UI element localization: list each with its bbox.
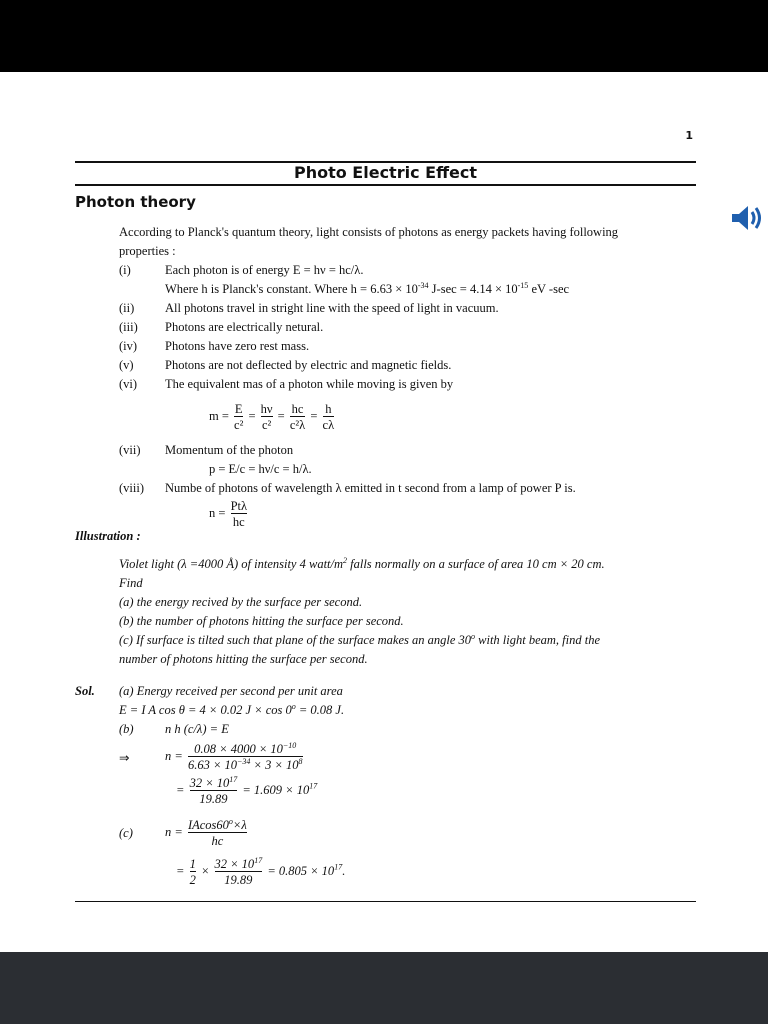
item-num: (v) [119,358,134,372]
question-line: (b) the number of photons hitting the surface per second. [119,614,404,628]
mass-equation: m = $\frac{E}{\text{c²}}$ = $\frac{h\nu}{\text{c²}}$ = $\frac{hc}{\text{c²λ}}$ = $\frac{h}{c\lambda}$ [209,402,335,432]
solution-c-label: (c) [119,826,133,840]
item-text: Photons have zero rest mass. [165,339,310,353]
item-num: (viii) [119,481,144,495]
item-num: (vi) [119,377,138,391]
item-text: Photons are electrically netural. [165,320,324,334]
photon-count-fraction: n = $\frac{0.08 \times 4000 \times 10^{-10}}{6.63 \times 10^{-34} \times 3 \times 10^8}$ [165,740,303,772]
solution-b-label: (b) [119,722,134,736]
implies-symbol: ⇒ [119,751,130,765]
item-text: The equivalent mas of a photon while moving is given by [165,377,454,391]
photon-count-result: = $\frac{32 \times 10^{17}}{19.89}$ = $1.609 \times 10^{17}$ [176,774,318,806]
item-num: (i) [119,263,131,277]
item-num: (iii) [119,320,138,334]
item-num: (ii) [119,301,135,315]
question-line: number of photons hitting the surface per second. [119,652,368,666]
item-text: Numbe of photons of wavelength λ emitted in t second from a lamp of power P is. [165,481,576,495]
bottom-bar [0,952,768,1024]
page-number: 1 [685,129,693,142]
item-text: Momentum of the photon [165,443,294,457]
photon-count-equation: n = $\frac{\text{Ptλ}}{hc}$ [209,499,248,529]
item-text: All photons travel in stright line with the speed of light in vacuum. [165,301,499,315]
question-line: (c) If surface is tilted such that plane of the surface makes an angle 30$^o$ with light beam, find the [119,631,601,647]
bottom-rule [75,901,696,902]
item-num: (vii) [119,443,141,457]
section-heading: Photon theory [75,193,196,211]
momentum-equation: p = E/c = hν/c = h/λ. [209,462,312,476]
title-rule-bottom [75,184,696,186]
item-text: Each photon is of energy E = hν = hc/λ. [165,263,364,277]
planck-constant-line: Where h is Planck's constant. Where $h = 6.63 \times 10^{-34}$ $J-\sec = 4.14 \times 10^{-15}$ eV -sec [165,280,570,296]
question-line: (a) the energy recived by the surface per second. [119,595,363,609]
intro-line-1: According to Planck's quantum theory, light consists of photons as energy packets having following [119,225,619,239]
item-text: Photons are not deflected by electric and magnetic fields. [165,358,452,372]
solution-line: n h (c/λ) = E [165,722,229,736]
top-bar [0,0,768,72]
question-line: Find [119,576,143,590]
tilted-photon-result: = $\frac{1}{2}$ × $\frac{32 \times 10^{17}}{19.89}$ = $0.805 \times 10^{17}$. [176,855,346,887]
intro-line-2: properties : [119,244,176,258]
solution-line: E = I A cos θ = 4 × 0.02 $J \times \cos 0^o = 0.08$ J. [119,701,345,717]
tilted-photon-fraction: n = $\frac{IAcos60^o\times\lambda}{hc}$ [165,816,247,848]
solution-line: (a) Energy received per second per unit area [119,684,343,698]
speaker-icon[interactable] [730,203,764,233]
item-num: (iv) [119,339,138,353]
solution-label: Sol. [75,684,95,698]
illustration-heading: Illustration : [75,529,141,543]
page-title: Photo Electric Effect [293,163,478,182]
question-line: Violet light (λ =4000 Å) of intensity 4 watt/$m^2$ falls normally on a surface of area 10 cm × 20 cm. [119,555,605,571]
